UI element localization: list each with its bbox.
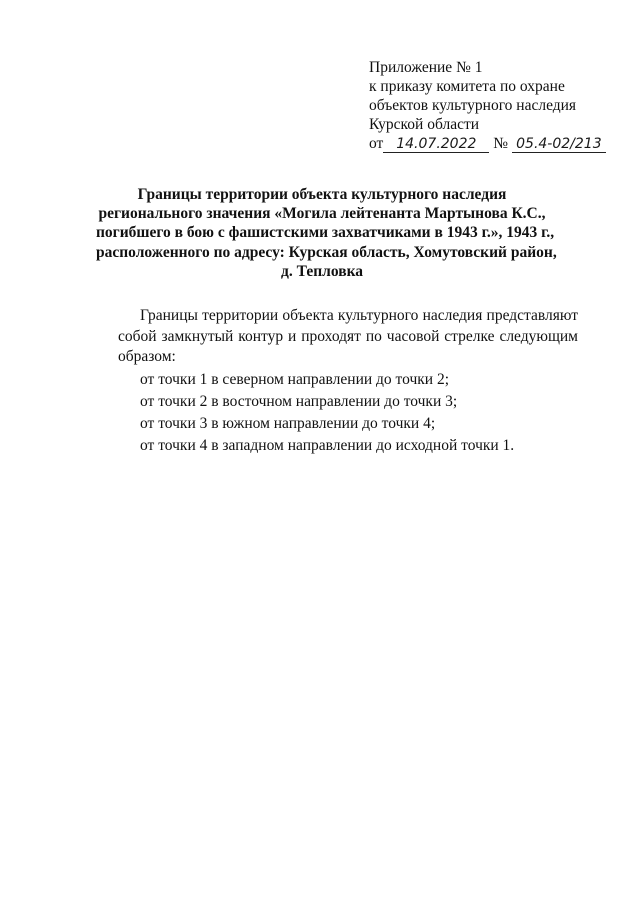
paragraph-line: Границы территории объекта культурного наследия представляют: [140, 307, 578, 324]
body-paragraph: [118, 306, 578, 368]
title-line: Границы территории объекта культурного наследия: [137, 186, 507, 203]
appendix-region: Курской области: [369, 116, 480, 133]
document-title: [96, 185, 557, 281]
appendix-date-number-line: [369, 134, 619, 153]
boundary-points-list: [118, 369, 558, 457]
number-prefix: №: [493, 135, 508, 152]
list-item: от точки 2 в восточном направлении до точки 3;: [140, 393, 458, 410]
title-line: регионального значения «Могила лейтенанта Мартынова К.С.,: [98, 205, 546, 223]
list-item: от точки 3 в южном направлении до точки 4;: [140, 415, 436, 432]
paragraph-line: собой замкнутый контур и проходят по часовой стрелке следующим: [118, 327, 578, 345]
title-line: д. Тепловка: [280, 262, 364, 280]
title-line: расположенного по адресу: Курская область, Хомутовский район,: [96, 243, 557, 261]
appendix-block: [369, 58, 619, 153]
handwritten-number: 05.4-02/213: [512, 136, 606, 153]
appendix-number: Приложение № 1: [369, 59, 483, 76]
title-line: погибшего в бою с фашистскими захватчиками в 1943 г.», 1943 г.,: [96, 224, 555, 242]
list-item: от точки 4 в западном направлении до исходной точки 1.: [140, 437, 515, 454]
appendix-order-ref: к приказу комитета по охране: [369, 78, 565, 95]
handwritten-date: 14.07.2022: [383, 136, 489, 153]
appendix-committee: объектов культурного наследия: [369, 97, 577, 114]
list-item: от точки 1 в северном направлении до точки 2;: [140, 371, 450, 388]
paragraph-line: образом:: [118, 348, 176, 365]
date-prefix: от: [369, 135, 384, 152]
